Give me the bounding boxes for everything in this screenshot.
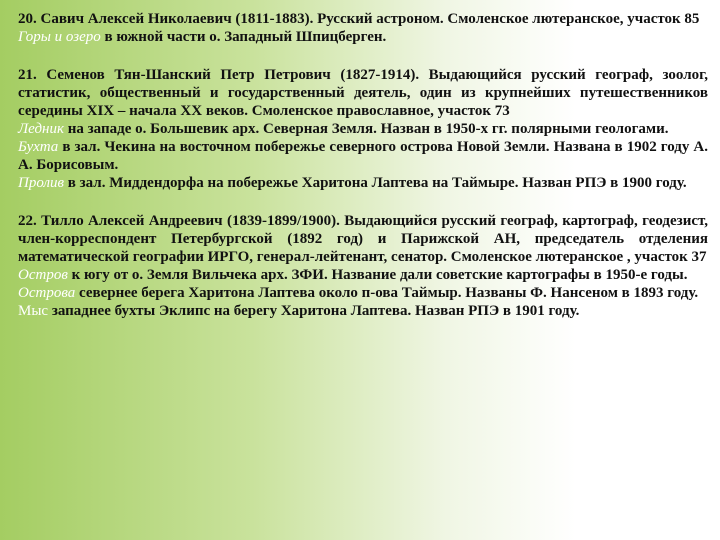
place-keyword: Мыс (18, 303, 49, 319)
place-line (18, 302, 708, 320)
entry-savich (18, 10, 708, 46)
place-description: в южной части о. Западный Шпицберген. (100, 29, 387, 45)
entry-semenov (18, 66, 708, 192)
place-keyword: Пролив (18, 175, 65, 191)
place-description: на западе о. Большевик арх. Северная Земля. Назван в 1950-х гг. полярными геологами. (64, 121, 669, 137)
place-description: западнее бухты Эклипс на берегу Харитона Лаптева. Назван РПЭ в 1901 году. (48, 303, 580, 319)
place-keyword: Горы и озеро (18, 29, 101, 45)
entry-heading: 20. Савич Алексей Николаевич (1811-1883). Русский астроном. Смоленское лютеранское, участок 85 (18, 11, 700, 27)
place-description: в зал. Чекина на восточном побережье северного острова Новой Земли. Названа в 1902 году А. А. Борисовым. (18, 139, 708, 173)
place-line (18, 138, 708, 174)
entry-heading: 21. Семенов Тян-Шанский Петр Петрович (1827-1914). Выдающийся русский географ, зоолог, статистик, общественный и государственный деятель, один из крупнейших путешественников середины XIX – начала XX веков. Смоленское православное, участок 73 (18, 67, 708, 119)
entry-tillo (18, 212, 708, 320)
document-page (18, 10, 708, 340)
place-keyword: Острова (18, 285, 76, 301)
place-line (18, 266, 708, 284)
entry-heading: 22. Тилло Алексей Андреевич (1839-1899/1900). Выдающийся русский географ, картограф, геодезист, член-корреспондент Петербургской (1892 год) и Парижской АН, председатель отделения математической географии ИРГО, генерал-лейтенант, сенатор. Смоленское лютеранское , участок 37 (18, 213, 708, 265)
place-line (18, 120, 708, 138)
place-description: в зал. Миддендорфа на побережье Харитона Лаптева на Таймыре. Назван РПЭ в 1900 году. (64, 175, 687, 191)
place-line (18, 284, 708, 302)
place-line (18, 174, 708, 192)
place-description: к югу от о. Земля Вильчека арх. ЗФИ. Название дали советские картографы в 1950-е годы. (67, 267, 688, 283)
place-keyword: Ледник (18, 121, 64, 137)
place-line (18, 28, 708, 46)
place-keyword: Остров (18, 267, 68, 283)
place-keyword: Бухта (18, 139, 59, 155)
place-description: севернее берега Харитона Лаптева около п-ова Таймыр. Названы Ф. Нансеном в 1893 году. (75, 285, 699, 301)
